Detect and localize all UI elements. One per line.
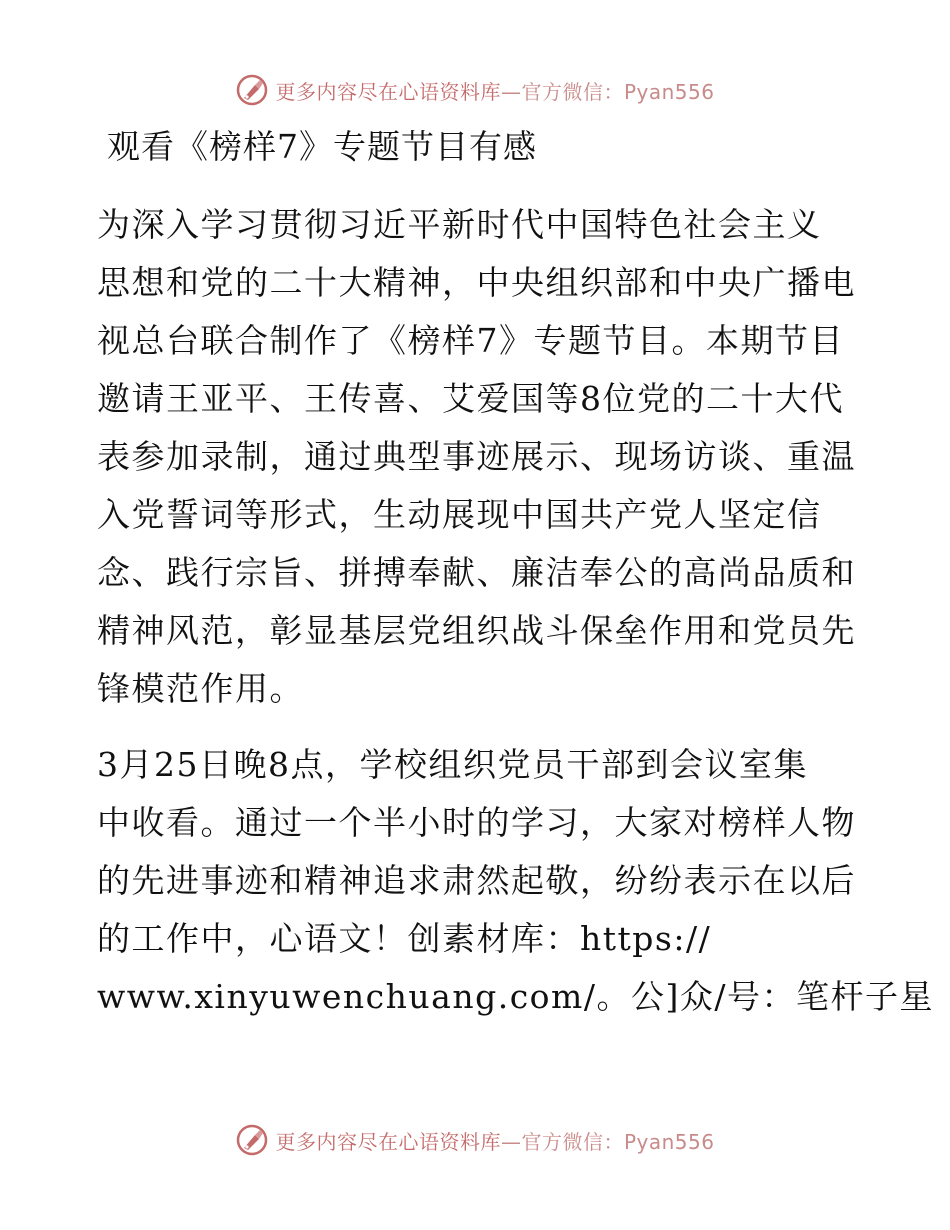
watermark-text: [275, 1126, 714, 1155]
paragraph-line: 的工作中，心语文！创素材库：https://: [97, 919, 712, 958]
watermark-main-text: 更多内容尽在心语资料库: [275, 1129, 501, 1154]
paragraph-line: 中收看。通过一个半小时的学习，大家对榜样人物: [97, 803, 856, 842]
watermark-sub-text: —官方微信：Pyan556: [500, 79, 715, 104]
paragraph-line: 精神风范，彰显基层党组织战斗保垒作用和党员先: [97, 611, 856, 650]
paragraph-line: 思想和党的二十大精神，中央组织部和中央广播电: [97, 263, 856, 302]
paragraph-line: 念、践行宗旨、拼搏奉献、廉洁奉公的高尚品质和: [97, 553, 856, 592]
paragraph-line: 的先进事迹和精神追求肃然起敬，纷纷表示在以后: [97, 861, 856, 900]
footer-watermark: [0, 1120, 950, 1160]
paragraph-line: www.xinyuwenchuang.com/。公]众/号：笔杆子星: [97, 977, 934, 1016]
paragraph-line: 为深入学习贯彻习近平新时代中国特色社会主义: [97, 205, 822, 244]
document-title: 观看《榜样7》专题节目有感: [107, 127, 537, 166]
header-watermark: [0, 70, 950, 110]
paragraph-line: 3月25日晚8点，学校组织党员干部到会议室集: [97, 745, 808, 784]
paragraph-line: 邀请王亚平、王传喜、艾爱国等8位党的二十大代: [97, 379, 844, 418]
pen-nib-logo-icon: [235, 73, 269, 107]
paragraph-line: 锋模范作用。: [97, 669, 304, 708]
paragraph-1: [97, 196, 856, 718]
watermark-main-text: 更多内容尽在心语资料库: [275, 79, 501, 104]
watermark-sub-text: —官方微信：Pyan556: [500, 1129, 715, 1154]
pen-nib-logo-icon: [235, 1123, 269, 1157]
paragraph-line: 视总台联合制作了《榜样7》专题节目。本期节目: [97, 321, 844, 360]
paragraph-2: [97, 736, 934, 1026]
paragraph-line: 入党誓词等形式，生动展现中国共产党人坚定信: [97, 495, 822, 534]
paragraph-line: 表参加录制，通过典型事迹展示、现场访谈、重温: [97, 437, 856, 476]
watermark-text: [275, 76, 714, 105]
